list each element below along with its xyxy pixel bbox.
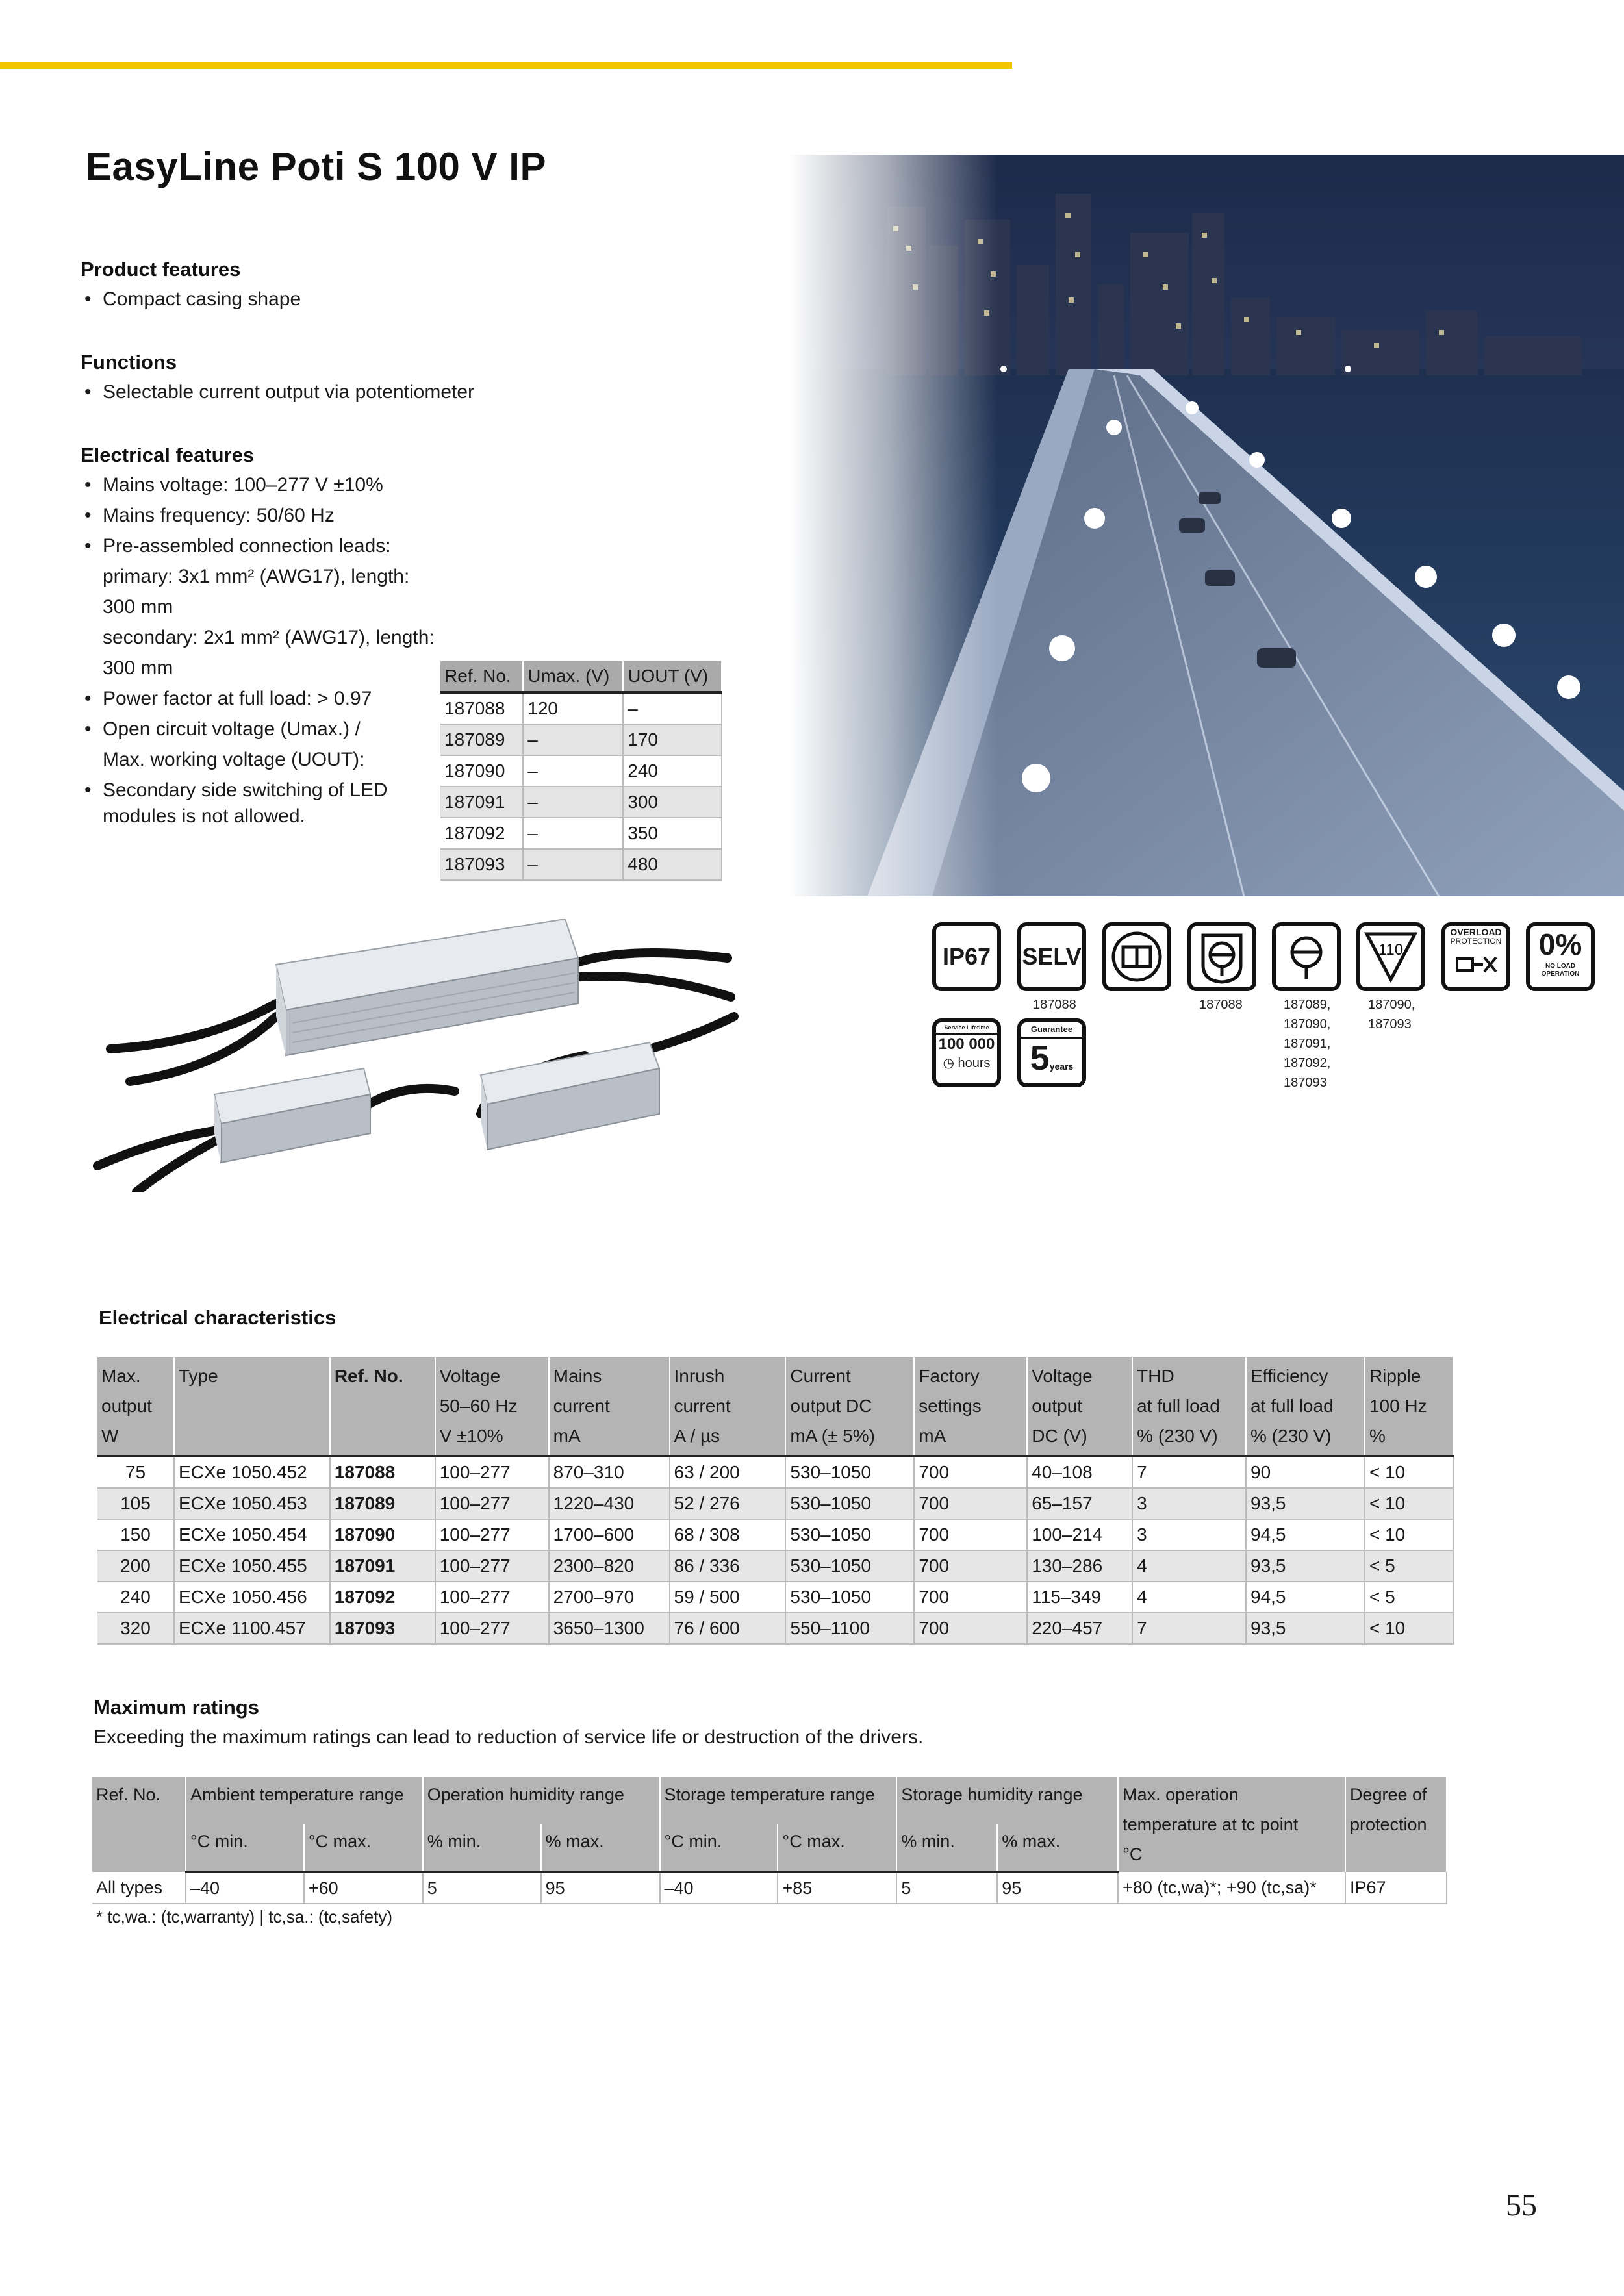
maximum-ratings-table (92, 1777, 1447, 1904)
table-header: Inrush current A / µs (670, 1357, 786, 1456)
table-cell: 68 / 308 (670, 1519, 786, 1550)
table-cell: 300 (623, 787, 722, 818)
table-row (97, 1488, 1453, 1519)
list-item: • Selectable current output via potentiometer (81, 377, 600, 407)
table-cell: – (523, 849, 623, 880)
table-header: Ripple 100 Hz % (1365, 1357, 1453, 1456)
voltage-table-body (440, 692, 722, 880)
ref-no-cell: 187093 (330, 1613, 435, 1644)
table-cell: +60 (304, 1872, 423, 1904)
guarantee-icon (1017, 1018, 1086, 1087)
table-row (97, 1456, 1453, 1488)
hero-photo-bridge-night (789, 155, 1624, 896)
table-cell: 320 (97, 1613, 174, 1644)
table-cell: 187091 (440, 787, 523, 818)
table-cell: 90 (1246, 1456, 1365, 1488)
table-cell: 52 / 276 (670, 1488, 786, 1519)
table-header: UOUT (V) (623, 661, 722, 692)
table-header: Voltage 50–60 Hz V ±10% (435, 1357, 549, 1456)
table-cell: 93,5 (1246, 1550, 1365, 1582)
table-cell: 63 / 200 (670, 1456, 786, 1488)
table-cell: 100–214 (1027, 1519, 1132, 1550)
table-cell: 2300–820 (549, 1550, 670, 1582)
double-insulation-icon (1102, 922, 1171, 991)
table-cell: 700 (914, 1519, 1027, 1550)
table-cell: 187093 (440, 849, 523, 880)
table-cell: 700 (914, 1582, 1027, 1613)
guarantee-value: 5 (1030, 1039, 1050, 1078)
table-cell: 187092 (440, 818, 523, 849)
table-cell: ECXe 1050.456 (174, 1582, 330, 1613)
table-cell: 1220–430 (549, 1488, 670, 1519)
selv-label: SELV (1022, 943, 1082, 970)
table-cell: 4 (1132, 1582, 1246, 1613)
page-title: EasyLine Poti S 100 V IP (86, 145, 546, 188)
table-cell: 7 (1132, 1456, 1246, 1488)
table-header: Storage temperature range (660, 1777, 897, 1824)
table-subheader: % min. (896, 1824, 997, 1872)
table-cell: 95 (541, 1872, 660, 1904)
list-item: • Mains voltage: 100–277 V ±10% (81, 470, 444, 500)
table-cell: 100–277 (435, 1488, 549, 1519)
clock-icon: ◷ (943, 1056, 954, 1070)
guarantee-label: Guarantee (1030, 1024, 1073, 1034)
table-cell: – (523, 787, 623, 818)
table-cell: 200 (97, 1550, 174, 1582)
table-cell: < 10 (1365, 1519, 1453, 1550)
maximum-ratings-footnote: * tc,wa.: (tc,warranty) | tc,sa.: (tc,safety) (96, 1907, 393, 1926)
table-cell: IP67 (1345, 1872, 1447, 1904)
noload-small: NO LOAD OPERATION (1541, 963, 1580, 978)
table-header: Factory settings mA (914, 1357, 1027, 1456)
enec-caption: 187088 (1199, 998, 1243, 1012)
top-accent-bar (0, 62, 1012, 69)
table-header: Ref. No. (92, 1777, 186, 1872)
table-cell: – (523, 818, 623, 849)
table-header: Type (174, 1357, 330, 1456)
table-header: Max. output W (97, 1357, 174, 1456)
ref-no-cell: 187091 (330, 1550, 435, 1582)
table-cell: 5 (423, 1872, 541, 1904)
table-cell: 870–310 (549, 1456, 670, 1488)
table-cell: 93,5 (1246, 1488, 1365, 1519)
table-cell: 3 (1132, 1519, 1246, 1550)
table-cell: – (523, 724, 623, 755)
overload-line1: OVERLOAD (1450, 927, 1502, 937)
table-cell: < 10 (1365, 1456, 1453, 1488)
table-cell: 100–277 (435, 1582, 549, 1613)
service-lifetime-icon (932, 1018, 1001, 1087)
guarantee-unit: years (1049, 1061, 1074, 1072)
table-cell: 530–1050 (785, 1582, 914, 1613)
table-cell: 100–277 (435, 1456, 549, 1488)
electrical-table-body (97, 1456, 1453, 1644)
table-header: Ref. No. (330, 1357, 435, 1456)
table-header-row (97, 1357, 1453, 1456)
v110-caption: 187090, 187093 (1368, 998, 1415, 1031)
table-cell: +80 (tc,wa)*; +90 (tc,sa)* (1118, 1872, 1345, 1904)
table-header: Efficiency at full load % (230 V) (1246, 1357, 1365, 1456)
lifetime-unit: hours (958, 1056, 991, 1070)
table-cell: –40 (186, 1872, 304, 1904)
table-cell: ECXe 1050.453 (174, 1488, 330, 1519)
table-cell: –40 (660, 1872, 778, 1904)
selv-icon (1017, 922, 1086, 991)
table-cell: 93,5 (1246, 1613, 1365, 1644)
table-cell: 100–277 (435, 1519, 549, 1550)
table-cell: 94,5 (1246, 1519, 1365, 1550)
table-cell: 5 (896, 1872, 997, 1904)
table-cell: 700 (914, 1456, 1027, 1488)
list-item: • Mains frequency: 50/60 Hz (81, 500, 444, 531)
table-cell: ECXe 1050.452 (174, 1456, 330, 1488)
table-cell: +85 (778, 1872, 896, 1904)
table-cell: – (623, 692, 722, 724)
lamp-mark-icon (1272, 922, 1341, 991)
table-header: Ambient temperature range (186, 1777, 423, 1824)
electrical-features-section (81, 444, 444, 829)
v110-label: 110 (1378, 941, 1404, 959)
table-subheader: % max. (997, 1824, 1118, 1872)
header-line: Max. operation (1123, 1785, 1239, 1804)
voltage-table (440, 661, 722, 881)
no-load-operation-icon (1526, 922, 1595, 991)
product-photo-drivers (91, 919, 741, 1192)
table-cell: – (523, 755, 623, 787)
list-item (81, 531, 444, 683)
table-header: Storage humidity range (896, 1777, 1118, 1824)
table-header (1345, 1777, 1447, 1872)
table-row (440, 692, 722, 724)
electrical-characteristics-heading: Electrical characteristics (99, 1306, 336, 1329)
table-header: THD at full load % (230 V) (1132, 1357, 1246, 1456)
header-line: °C (1123, 1845, 1143, 1864)
table-cell: 170 (623, 724, 722, 755)
ref-no-cell: 187088 (330, 1456, 435, 1488)
header-line: temperature at tc point (1123, 1815, 1299, 1834)
table-cell: 187088 (440, 692, 523, 724)
table-cell: 1700–600 (549, 1519, 670, 1550)
list-item-text: secondary: 2x1 mm² (AWG17), length: 300 mm (103, 627, 435, 679)
list-item: • Power factor at full load: > 0.97 (81, 683, 444, 714)
table-header: Voltage output DC (V) (1027, 1357, 1132, 1456)
table-cell: 3650–1300 (549, 1613, 670, 1644)
table-cell: 530–1050 (785, 1488, 914, 1519)
table-cell: 40–108 (1027, 1456, 1132, 1488)
lifetime-label: Service Lifetime (944, 1024, 989, 1031)
table-row (440, 787, 722, 818)
table-cell: 220–457 (1027, 1613, 1132, 1644)
list-item-text: modules is not allowed. (103, 805, 305, 827)
product-features-section (81, 258, 496, 314)
table-cell: ECXe 1100.457 (174, 1613, 330, 1644)
lifetime-value: 100 000 (936, 1033, 997, 1054)
table-cell: All types (92, 1872, 186, 1904)
table-cell: 187090 (440, 755, 523, 787)
list-item (81, 777, 444, 829)
v110-triangle-icon (1356, 922, 1425, 991)
table-cell: < 5 (1365, 1550, 1453, 1582)
table-cell: 480 (623, 849, 722, 880)
ip67-icon (932, 922, 1001, 991)
table-cell: 120 (523, 692, 623, 724)
table-header: Operation humidity range (423, 1777, 660, 1824)
functions-heading: Functions (81, 351, 177, 373)
functions-list (81, 377, 600, 407)
table-row (97, 1613, 1453, 1644)
table-header: Umax. (V) (523, 661, 623, 692)
table-row (97, 1550, 1453, 1582)
table-cell: 95 (997, 1872, 1118, 1904)
list-item-text: Secondary side switching of LED (103, 779, 388, 801)
ref-no-cell: 187089 (330, 1488, 435, 1519)
table-row (440, 724, 722, 755)
electrical-features-list (81, 470, 444, 829)
table-subheader: % max. (541, 1824, 660, 1872)
header-line: Degree of (1349, 1785, 1427, 1804)
list-item-text: Max. working voltage (UOUT): (103, 749, 365, 770)
overload-protection-icon (1441, 922, 1510, 991)
electrical-features-heading: Electrical features (81, 444, 255, 466)
driver-small-left (214, 1068, 370, 1163)
table-header (1118, 1777, 1345, 1872)
driver-large (276, 919, 578, 1055)
table-cell: 65–157 (1027, 1488, 1132, 1519)
functions-section (81, 351, 600, 407)
header-line: protection (1349, 1815, 1427, 1834)
list-item-text: Open circuit voltage (Umax.) / (103, 718, 361, 740)
table-cell: 115–349 (1027, 1582, 1132, 1613)
table-row (440, 818, 722, 849)
table-subheader: °C max. (304, 1824, 423, 1872)
table-cell: 59 / 500 (670, 1582, 786, 1613)
table-cell: ECXe 1050.455 (174, 1550, 330, 1582)
table-cell: 105 (97, 1488, 174, 1519)
list-item: • Compact casing shape (81, 284, 496, 314)
table-header: Ref. No. (440, 661, 523, 692)
list-item-text: Pre-assembled connection leads: (103, 535, 391, 557)
table-row (97, 1582, 1453, 1613)
table-cell: 700 (914, 1613, 1027, 1644)
ref-no-cell: 187090 (330, 1519, 435, 1550)
table-cell: 530–1050 (785, 1456, 914, 1488)
table-cell: 550–1100 (785, 1613, 914, 1644)
driver-small-right (481, 1042, 659, 1150)
table-cell: 240 (97, 1582, 174, 1613)
product-features-heading: Product features (81, 258, 241, 281)
table-cell: < 10 (1365, 1613, 1453, 1644)
maximum-ratings-note: Exceeding the maximum ratings can lead to reduction of service life or destruction of the drivers. (94, 1726, 924, 1748)
table-subheader: % min. (423, 1824, 541, 1872)
table-header: Current output DC mA (± 5%) (785, 1357, 914, 1456)
ip67-label: IP67 (942, 943, 991, 970)
table-cell: 75 (97, 1456, 174, 1488)
table-cell: 530–1050 (785, 1550, 914, 1582)
table-cell: 3 (1132, 1488, 1246, 1519)
table-cell: 700 (914, 1488, 1027, 1519)
table-cell: < 5 (1365, 1582, 1453, 1613)
table-cell: 240 (623, 755, 722, 787)
table-row (92, 1872, 1447, 1904)
table-cell: 530–1050 (785, 1519, 914, 1550)
table-cell: 350 (623, 818, 722, 849)
overload-line2: PROTECTION (1450, 937, 1502, 946)
list-item (81, 714, 444, 775)
ref-no-cell: 187092 (330, 1582, 435, 1613)
enec-lamp-icon (1187, 922, 1256, 991)
table-cell: 187089 (440, 724, 523, 755)
table-cell: 94,5 (1246, 1582, 1365, 1613)
table-row (440, 755, 722, 787)
table-subheader: °C min. (660, 1824, 778, 1872)
product-features-list (81, 284, 496, 314)
table-cell: 4 (1132, 1550, 1246, 1582)
maximum-ratings-heading: Maximum ratings (94, 1696, 259, 1719)
electrical-characteristics-table (97, 1357, 1454, 1645)
table-header: Mains current mA (549, 1357, 670, 1456)
table-subheader: °C min. (186, 1824, 304, 1872)
table-row (440, 849, 722, 880)
table-cell: 150 (97, 1519, 174, 1550)
table-cell: 700 (914, 1550, 1027, 1582)
table-cell: 7 (1132, 1613, 1246, 1644)
table-subheader: °C max. (778, 1824, 896, 1872)
lamp-caption: 187089, 187090, 187091, 187092, 187093 (1284, 998, 1331, 1090)
table-cell: 76 / 600 (670, 1613, 786, 1644)
table-cell: 100–277 (435, 1550, 549, 1582)
table-cell: 130–286 (1027, 1550, 1132, 1582)
list-item-text: primary: 3x1 mm² (AWG17), length: 300 mm (103, 566, 410, 618)
table-cell: 100–277 (435, 1613, 549, 1644)
table-cell: 2700–970 (549, 1582, 670, 1613)
noload-big: 0% (1538, 927, 1582, 961)
selv-caption: 187088 (1033, 998, 1076, 1012)
table-cell: 86 / 336 (670, 1550, 786, 1582)
table-row (97, 1519, 1453, 1550)
table-cell: ECXe 1050.454 (174, 1519, 330, 1550)
page-number: 55 (1506, 2188, 1537, 2223)
table-cell: < 10 (1365, 1488, 1453, 1519)
